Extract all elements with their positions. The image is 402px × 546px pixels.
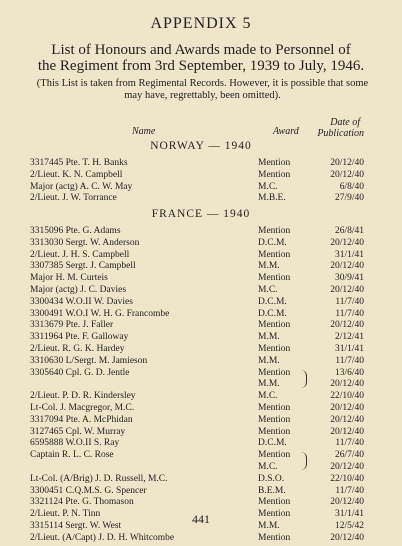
publication-date: 11/7/40 [335,355,364,366]
column-header-award: Award [273,126,299,137]
award-name: M.M. [258,379,280,390]
publication-date: 31/1/41 [334,509,364,520]
publication-date: 11/7/40 [335,485,364,496]
publication-date: 20/12/40 [330,532,364,543]
recipient-name: 2/Lieut. R. G. K. Hardey [30,344,125,354]
list-item [0,343,402,355]
publication-date: 27/9/40 [334,193,364,204]
award-name: D.C.M. [258,237,287,248]
recipient-name: 2/Lieut. J. W. Torrance [30,193,117,204]
publication-date: 11/7/40 [335,296,364,307]
list-item [0,378,402,390]
page-title: APPENDIX 5 [150,15,252,32]
list-item [0,437,402,449]
publication-date: 20/12/40 [330,261,364,272]
publication-date: 13/6/40 [334,367,364,378]
list-item [0,192,402,204]
recipient-name: 3313679 Pte. J. Faller [30,320,114,331]
recipient-name: 3321124 Pte. G. Thomason [30,497,134,508]
list-item [0,225,402,237]
award-name: D.C.M. [258,296,287,307]
page-number: 441 [192,512,210,526]
recipient-name: 6595888 W.O.II S. Ray [30,438,120,449]
award-name: Mention [258,169,291,180]
list-item [0,181,402,193]
list-item [0,402,402,414]
publication-date: 31/1/41 [334,344,364,354]
recipient-name: 2/Lieut. (A/Capt) J. D. H. Whitcombe [30,532,175,543]
recipient-name: 2/Lieut. P. N. Tinn [30,509,101,520]
publication-date: 12/5/42 [334,521,364,531]
recipient-name: 3305640 Cpl. G. D. Jentle [30,367,130,378]
source-note: (This List is taken from Regimental Records. However, it is possible that some may have, regrettably, been omitted). [36,78,369,101]
list-item [0,237,402,249]
award-name: M.C. [258,285,278,295]
list-item [0,485,402,497]
award-name: M.B.E. [258,193,286,204]
column-header-date-line-1: Date of [330,117,360,128]
publication-date: 22/10/40 [330,473,364,484]
recipient-name: 3300451 C.Q.M.S. G. Spencer [30,485,147,496]
list-item [0,249,402,261]
list-item [0,414,402,426]
publication-date: 20/12/40 [330,169,364,180]
publication-date: 20/12/40 [330,320,364,331]
award-name: B.E.M. [258,485,286,496]
column-header-name: Name [132,126,156,137]
award-name: D.C.M. [258,308,287,319]
publication-date: 20/12/40 [330,237,364,248]
section-heading: NORWAY — 1940 [150,140,252,152]
column-header-date-line-2: Publication [317,128,364,139]
recipient-name: 2/Lieut. P. D. R. Kindersley [30,391,136,402]
award-name: D.S.O. [258,473,285,484]
award-name: M.C. [258,462,278,472]
publication-date: 20/12/40 [330,462,364,472]
list-item [0,426,402,438]
list-item [0,308,402,320]
award-name: D.C.M. [258,438,287,449]
list-item [0,272,402,284]
award-name: M.M. [258,261,280,272]
award-name: Mention [258,344,291,354]
award-name: Mention [258,532,291,543]
recipient-name: 2/Lieut. J. H. S. Campbell [30,249,130,260]
publication-date: 2/12/41 [334,332,364,343]
award-name: Mention [258,403,291,413]
publication-date: 20/12/40 [330,497,364,508]
publication-date: 26/8/41 [334,226,364,236]
list-item [0,169,402,181]
publication-date: 20/12/40 [330,158,364,168]
award-name: Mention [258,320,291,331]
list-item [0,473,402,485]
list-item [0,449,402,461]
recipient-name: 3127465 Cpl. W. Murray [30,426,126,437]
recipient-name: Captain R. L. C. Rose [30,450,114,461]
list-item [0,461,402,473]
award-name: Mention [258,226,291,236]
recipient-name: 3311964 Pte. F. Galloway [30,332,129,343]
award-name: M.M. [258,332,280,343]
recipient-name: Major H. M. Curteis [30,273,108,284]
award-name: Mention [258,509,291,520]
publication-date: 20/12/40 [330,414,364,425]
recipient-name: 3300434 W.O.II W. Davies [30,296,133,307]
list-item [0,296,402,308]
recipient-name: 3317094 Pte. A. McPhidan [30,414,133,425]
recipient-name: Lt-Col. (A/Brig) J. D. Russell, M.C. [30,473,168,484]
recipient-name: 3315096 Pte. G. Adams [30,226,121,236]
recipient-name: 3310630 L/Sergt. M. Jamieson [30,355,148,366]
recipient-name: Major (actg) A. C. W. May [30,181,133,192]
list-item [0,284,402,296]
award-name: Mention [258,497,291,508]
grouping-brace [300,370,307,388]
award-name: Mention [258,273,291,284]
publication-date: 22/10/40 [330,391,364,402]
section-heading: FRANCE — 1940 [151,208,251,220]
recipient-name: Lt-Col. J. Macgregor, M.C. [30,403,135,413]
publication-date: 20/12/40 [330,426,364,437]
award-name: M.M. [258,521,280,531]
award-name: Mention [258,249,291,260]
list-item [0,319,402,331]
award-name: Mention [258,367,291,378]
recipient-name: 3315114 Sergt. W. West [30,521,122,531]
award-name: M.C. [258,181,278,192]
recipient-name: 3307385 Sergt. J. Campbell [30,261,136,272]
list-item [0,355,402,367]
list-item [0,157,402,169]
list-item [0,532,402,544]
list-item [0,260,402,272]
list-item [0,367,402,379]
recipient-name: 3313030 Sergt. W. Anderson [30,237,140,248]
publication-date: 26/7/40 [334,450,364,461]
award-name: Mention [258,158,291,168]
publication-date: 20/12/40 [330,403,364,413]
recipient-name: Major (actg) J. C. Davies [30,285,127,295]
list-title-line-2: the Regiment from 3rd September, 1939 to July, 1946. [37,58,365,74]
recipient-name: 3300491 W.O.I W. H. G. Francombe [30,308,170,319]
publication-date: 20/12/40 [330,285,364,295]
recipient-name: 3317445 Pte. T. H. Banks [30,158,128,168]
publication-date: 6/8/40 [339,181,364,192]
publication-date: 11/7/40 [335,308,364,319]
publication-date: 20/12/40 [330,379,364,390]
list-item [0,390,402,402]
award-name: M.M. [258,355,280,366]
award-name: M.C. [258,391,278,402]
publication-date: 30/9/41 [334,273,364,284]
publication-date: 11/7/40 [335,438,364,449]
list-title-line-1: List of Honours and Awards made to Personnel of [51,42,351,58]
publication-date: 31/1/41 [334,249,364,260]
award-name: Mention [258,414,291,425]
list-item [0,496,402,508]
award-name: Mention [258,450,291,461]
award-name: Mention [258,426,291,437]
list-item [0,331,402,343]
recipient-name: 2/Lieut. K. N. Campbell [30,169,123,180]
